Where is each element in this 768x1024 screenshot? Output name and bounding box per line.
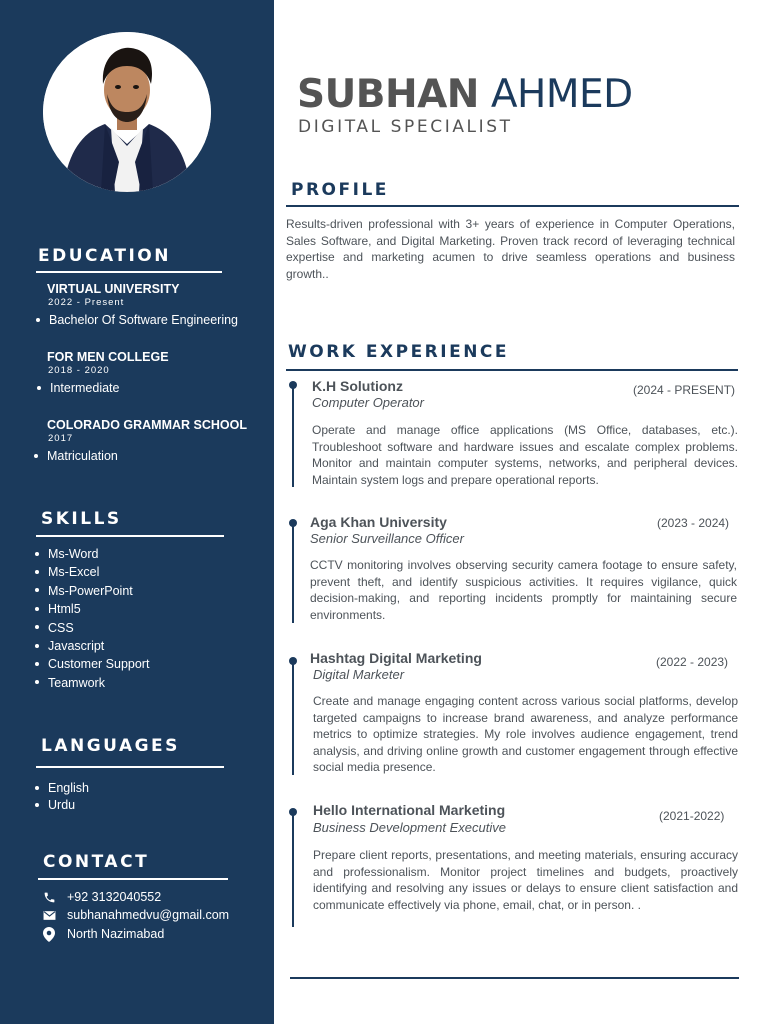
contact-heading: CONTACT (43, 852, 150, 872)
timeline-line (292, 385, 294, 487)
bullet-icon (35, 680, 39, 684)
language-label: English (48, 781, 89, 795)
job-description: Prepare client reports, presentations, and meeting materials, ensuring accuracy and professionalism. Monitor project timelines and budgets, proactively identifying and resolving any issues or delays to ensure client satisfaction and communicate effectively via phone, email, chat, or in person. . (313, 848, 738, 912)
sidebar (0, 0, 274, 1024)
list-item (35, 637, 149, 655)
education-school: FOR MEN COLLEGE (47, 350, 169, 364)
bullet-icon (35, 786, 39, 790)
education-degree-item (34, 449, 118, 463)
list-item (35, 797, 89, 814)
bullet-icon (36, 318, 40, 322)
bullet-icon (35, 570, 39, 574)
job-period: (2023 - 2024) (657, 516, 730, 530)
mail-icon (42, 908, 56, 922)
list-item (35, 655, 149, 673)
timeline-line (292, 812, 294, 927)
profile-photo (43, 32, 211, 192)
job-company: Hashtag Digital Marketing (310, 650, 482, 666)
skill-label: Customer Support (48, 657, 150, 672)
job-period: (2021-2022) (659, 809, 725, 823)
footer-divider (290, 977, 739, 979)
job-role: Business Development Executive (313, 820, 506, 835)
skill-label: Html5 (48, 602, 81, 617)
education-heading: EDUCATION (38, 246, 171, 266)
profile-divider (286, 205, 739, 207)
education-degree: Intermediate (50, 381, 120, 395)
list-item (35, 563, 149, 581)
bullet-icon (34, 454, 38, 458)
education-dates: 2018 - 2020 (48, 365, 110, 376)
job-company: Hello International Marketing (313, 802, 506, 818)
location-pin-icon (42, 927, 56, 941)
education-degree-item (36, 313, 238, 327)
timeline-line (292, 523, 294, 623)
skill-label: CSS (48, 620, 74, 635)
education-degree: Matriculation (47, 449, 118, 463)
contact-phone-text: +92 3132040552 (67, 890, 162, 904)
list-item (35, 674, 149, 692)
contact-email (42, 906, 229, 924)
experience-heading: WORK EXPERIENCE (288, 342, 510, 362)
job-description: Create and manage engaging content across various social platforms, develop targeted campaigns to increase brand awareness, and analyze performance metrics to optimize strategies. My role involves audience engagement, trend analysis, and driving online growth and customer engagement through effective social media presence. (313, 694, 738, 774)
language-label: Urdu (48, 798, 76, 812)
list-item (35, 600, 149, 618)
bullet-icon (37, 386, 41, 390)
job-description: Operate and manage office applications (MS Office, databases, etc.). Troubleshoot software and hardware issues and escalate complex problems. Monitor and maintain computer systems, networks, and peripheral devices. Maintain system logs and prepare operational reports. (312, 423, 738, 487)
job-period: (2024 - PRESENT) (633, 383, 736, 397)
bullet-icon (35, 552, 39, 556)
education-school: VIRTUAL UNIVERSITY (47, 282, 180, 296)
skills-heading: SKILLS (41, 509, 122, 529)
job-company: Aga Khan University (310, 514, 447, 530)
contact-divider (38, 878, 228, 880)
skill-label: Ms-PowerPoint (48, 583, 133, 598)
skills-list (35, 545, 149, 692)
list-item (35, 619, 149, 637)
job-period: (2022 - 2023) (656, 655, 729, 669)
job-company: K.H Solutionz (312, 378, 403, 394)
contact-phone (42, 888, 161, 906)
list-item (35, 545, 149, 563)
bullet-icon (35, 644, 39, 648)
list-item (35, 780, 89, 797)
skill-label: Javascript (48, 638, 105, 653)
education-divider (36, 271, 222, 273)
phone-icon (42, 890, 56, 904)
languages-divider (36, 766, 224, 768)
education-dates: 2022 - Present (48, 297, 125, 308)
education-school: COLORADO GRAMMAR SCHOOL (47, 418, 247, 432)
profile-heading: PROFILE (291, 180, 389, 200)
languages-heading: LANGUAGES (41, 736, 180, 756)
experience-divider (286, 369, 738, 371)
bullet-icon (35, 607, 39, 611)
education-degree: Bachelor Of Software Engineering (49, 313, 238, 327)
job-role: Senior Surveillance Officer (310, 531, 464, 546)
languages-list (35, 780, 89, 814)
job-title: DIGITAL SPECIALIST (298, 117, 513, 137)
skill-label: Teamwork (48, 675, 105, 690)
education-degree-item (37, 381, 119, 395)
skill-label: Ms-Excel (48, 565, 100, 580)
job-description: CCTV monitoring involves observing security camera footage to ensure safety, prevent theft, and identify suspicious activities. It requires vigilance, quick decision-making, and reporting incidents promptly for maintaining secure environments. (310, 558, 737, 622)
bullet-icon (35, 803, 39, 807)
job-role: Digital Marketer (313, 667, 405, 682)
bullet-icon (35, 625, 39, 629)
skills-divider (36, 535, 224, 537)
job-role: Computer Operator (312, 395, 424, 410)
list-item (35, 582, 149, 600)
last-name: AHMED (490, 72, 633, 117)
bullet-icon (35, 662, 39, 666)
skill-label: Ms-Word (48, 547, 99, 561)
profile-text: Results-driven professional with 3+ years of experience in Computer Operations, Sales Software, and Digital Marketing. Proven track record of leveraging technical expertise and marketing acumen to drive seamless operations and business growth.. (286, 217, 735, 281)
contact-email-text: subhanahmedvu@gmail.com (67, 908, 230, 922)
contact-address-text: North Nazimabad (67, 927, 165, 941)
first-name: SUBHAN (297, 72, 479, 117)
full-name (297, 72, 633, 117)
contact-address (42, 925, 164, 943)
education-dates: 2017 (48, 433, 74, 444)
bullet-icon (35, 588, 39, 592)
timeline-line (292, 661, 294, 775)
